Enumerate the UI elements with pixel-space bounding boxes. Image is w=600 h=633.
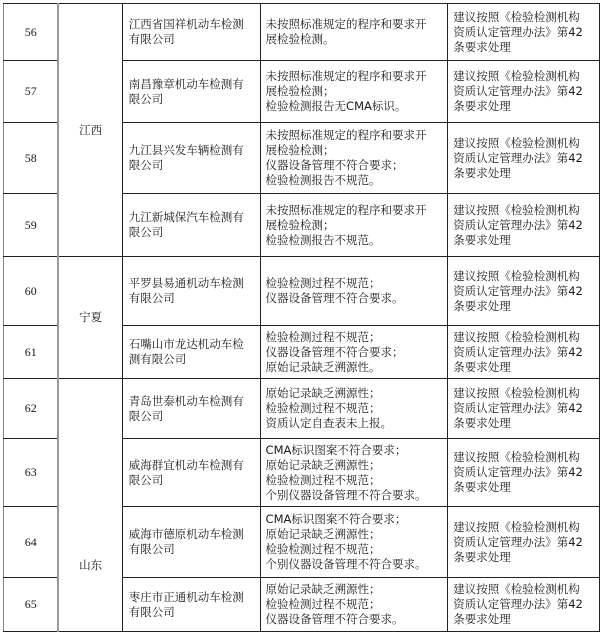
province-name: 宁夏 xyxy=(79,310,103,324)
issue-line: 展检验检测。 xyxy=(265,32,335,46)
table-body xyxy=(4,4,600,632)
issue-line: CMA标识图案不符合要求； xyxy=(265,442,407,457)
recommended-action xyxy=(448,61,600,123)
issue-line: 原始记录缺乏溯源性； xyxy=(265,527,381,541)
company-name-line: 限公司 xyxy=(128,91,164,106)
company-name xyxy=(122,326,260,379)
company-name xyxy=(122,507,260,578)
action-line: 条要求处理 xyxy=(453,232,511,247)
company-name-line: 限公司 xyxy=(128,225,164,239)
action-line: 建议按照《检验检测机构 xyxy=(453,450,580,464)
issue-line: 检验检测报告无CMA标识。 xyxy=(265,99,407,113)
issue-line: 原始记录缺乏溯源性； xyxy=(265,582,381,596)
issue-line: 原始记录缺乏溯源性； xyxy=(265,457,381,472)
issues-cell xyxy=(260,123,448,194)
issue-line: 检验检测过程不规范； xyxy=(265,542,381,556)
province-name: 山东 xyxy=(79,557,103,572)
action-line: 条要求处理 xyxy=(453,99,511,113)
company-name-line: 有限公司 xyxy=(128,32,175,46)
issue-line: 展检验检测； xyxy=(265,217,335,232)
row-number: 56 xyxy=(4,4,59,61)
company-name-line: 威海市德原机动车检测 xyxy=(128,527,244,541)
issues-cell xyxy=(260,507,448,578)
company-name xyxy=(122,123,260,194)
action-line: 资质认定管理办法》第42 xyxy=(453,283,583,298)
recommended-action xyxy=(448,194,600,257)
issue-line: 原始记录缺乏溯源性。 xyxy=(265,359,381,374)
issue-line: 个别仪器设备管理不符合要求。 xyxy=(265,557,427,571)
row-number: 63 xyxy=(4,439,59,507)
issue-line: 检验检测过程不规范； xyxy=(265,329,381,344)
company-name-line: 平罗县易通机动车检测 xyxy=(128,276,244,290)
company-name-line: 江西省国祥机动车检测 xyxy=(128,17,244,31)
action-line: 资质认定管理办法》第42 xyxy=(453,24,583,39)
issue-line: CMA标识图案不符合要求； xyxy=(265,512,407,526)
action-line: 条要求处理 xyxy=(453,359,511,374)
issues-cell xyxy=(260,257,448,326)
row-number: 64 xyxy=(4,507,59,578)
action-line: 资质认定管理办法》第42 xyxy=(453,597,583,611)
company-name-line: 限公司 xyxy=(128,472,164,487)
company-name-line: 有限公司 xyxy=(128,604,175,619)
action-line: 条要求处理 xyxy=(453,416,511,430)
company-name xyxy=(122,194,260,257)
company-name-line: 限公司 xyxy=(128,158,164,172)
company-name xyxy=(122,257,260,326)
company-name-line: 九江县兴发车辆检测有 xyxy=(128,143,244,157)
recommended-action xyxy=(448,123,600,194)
issues-cell xyxy=(260,578,448,632)
action-line: 资质认定管理办法》第42 xyxy=(453,344,583,359)
recommended-action xyxy=(448,439,600,507)
issue-line: 展检验检测； xyxy=(265,143,335,157)
issues-cell xyxy=(260,194,448,257)
company-name-line: 威海群宜机动车检测有 xyxy=(128,457,244,472)
company-name xyxy=(122,379,260,439)
row-number: 59 xyxy=(4,194,59,257)
issue-line: 仪器设备管理不符合要求； xyxy=(265,344,404,359)
issues-cell xyxy=(260,61,448,123)
company-name-line: 南昌豫章机动车检测有 xyxy=(128,76,244,91)
issue-line: 检验检测过程不规范； xyxy=(265,472,381,487)
action-line: 条要求处理 xyxy=(453,549,511,564)
issue-line: 检验检测过程不规范； xyxy=(265,597,381,611)
company-name xyxy=(122,439,260,507)
company-name-line: 有限公司 xyxy=(128,542,175,556)
action-line: 建议按照《检验检测机构 xyxy=(453,582,580,596)
issue-line: 仪器设备管理不符合要求； xyxy=(265,158,404,172)
action-line: 资质认定管理办法》第42 xyxy=(453,150,583,165)
company-name-line: 九江新城保汽车检测有 xyxy=(128,210,244,224)
action-line: 建议按照《检验检测机构 xyxy=(453,202,580,217)
action-line: 建议按照《检验检测机构 xyxy=(453,329,580,344)
issue-line: 未按照标准规定的程序和要求开 xyxy=(265,202,427,217)
action-line: 条要求处理 xyxy=(453,298,511,313)
row-number: 62 xyxy=(4,379,59,439)
province-cell xyxy=(58,257,122,379)
issue-line: 检验检测报告不规范。 xyxy=(265,173,381,187)
province-cell xyxy=(58,379,122,632)
action-line: 资质认定管理办法》第42 xyxy=(453,217,583,232)
recommended-action xyxy=(448,4,600,61)
company-name xyxy=(122,61,260,123)
issues-cell xyxy=(260,379,448,439)
row-number: 58 xyxy=(4,123,59,194)
issue-line: 未按照标准规定的程序和要求开 xyxy=(265,69,427,83)
table-row xyxy=(4,4,600,61)
issue-line: 检验检测过程不规范； xyxy=(265,401,381,415)
action-line: 资质认定管理办法》第42 xyxy=(453,84,583,98)
action-line: 建议按照《检验检测机构 xyxy=(453,268,580,283)
company-name xyxy=(122,578,260,632)
recommended-action xyxy=(448,578,600,632)
action-line: 资质认定管理办法》第42 xyxy=(453,401,583,415)
issue-line: 个别仪器设备管理不符合要求。 xyxy=(265,487,427,502)
issues-cell xyxy=(260,439,448,507)
company-name-line: 石嘴山市龙达机动车检 xyxy=(128,337,244,351)
row-number: 65 xyxy=(4,578,59,632)
action-line: 建议按照《检验检测机构 xyxy=(453,69,580,83)
issues-cell xyxy=(260,4,448,61)
action-line: 条要求处理 xyxy=(453,612,511,626)
issue-line: 资质认定自查表未上报。 xyxy=(265,416,393,430)
issue-line: 原始记录缺乏溯源性； xyxy=(265,386,381,400)
recommended-action xyxy=(448,326,600,379)
issue-line: 展检验检测； xyxy=(265,84,335,98)
issues-cell xyxy=(260,326,448,379)
action-line: 建议按照《检验检测机构 xyxy=(453,135,580,150)
company-name xyxy=(122,4,260,61)
inspection-table xyxy=(3,3,600,632)
action-line: 建议按照《检验检测机构 xyxy=(453,9,580,24)
company-name-line: 限公司 xyxy=(128,408,164,423)
action-line: 建议按照《检验检测机构 xyxy=(453,386,580,400)
company-name-line: 枣庄市正通机动车检测 xyxy=(128,589,244,604)
action-line: 资质认定管理办法》第42 xyxy=(453,465,583,479)
province-cell xyxy=(58,4,122,257)
action-line: 条要求处理 xyxy=(453,39,511,54)
table-row xyxy=(4,379,600,439)
table-row xyxy=(4,257,600,326)
action-line: 建议按照《检验检测机构 xyxy=(453,519,580,534)
action-line: 资质认定管理办法》第42 xyxy=(453,534,583,549)
issue-line: 未按照标准规定的程序和要求开 xyxy=(265,17,427,31)
company-name-line: 青岛世泰机动车检测有 xyxy=(128,393,244,408)
issue-line: 仪器设备管理不符合要求。 xyxy=(265,291,404,305)
row-number: 61 xyxy=(4,326,59,379)
province-name: 江西 xyxy=(79,122,103,137)
issue-line: 检验检测报告不规范。 xyxy=(265,232,381,247)
company-name-line: 测有限公司 xyxy=(128,352,187,366)
recommended-action xyxy=(448,379,600,439)
row-number: 57 xyxy=(4,61,59,123)
recommended-action xyxy=(448,507,600,578)
row-number: 60 xyxy=(4,257,59,326)
recommended-action xyxy=(448,257,600,326)
issue-line: 仪器设备管理不符合要求。 xyxy=(265,612,404,626)
issue-line: 未按照标准规定的程序和要求开 xyxy=(265,128,427,142)
action-line: 条要求处理 xyxy=(453,165,511,180)
action-line: 条要求处理 xyxy=(453,480,511,494)
issue-line: 检验检测过程不规范； xyxy=(265,276,381,290)
company-name-line: 有限公司 xyxy=(128,291,175,305)
